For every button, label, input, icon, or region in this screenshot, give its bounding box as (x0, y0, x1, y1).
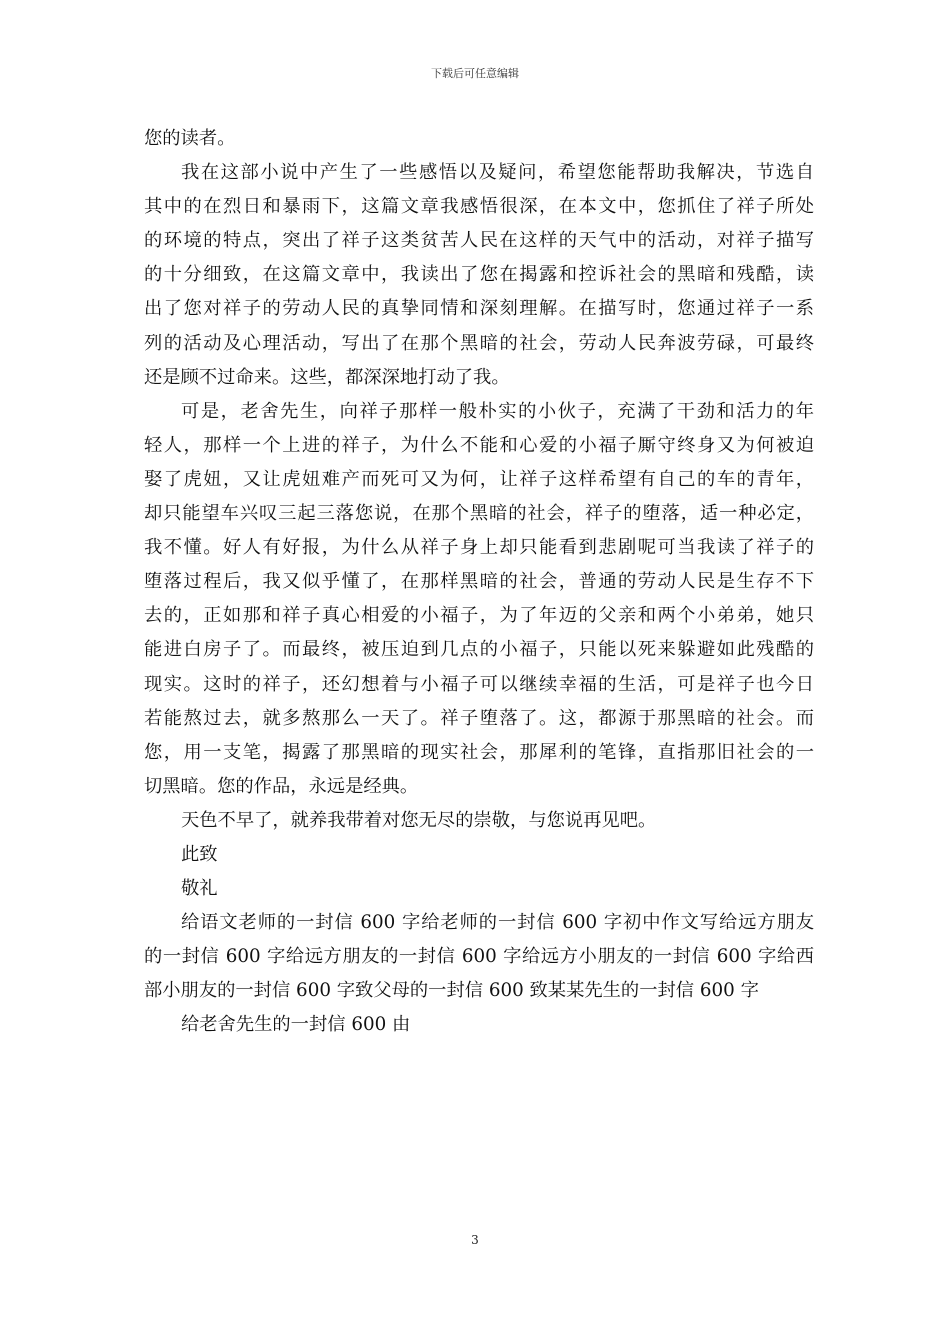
text-line: 的一封信 600 字给远方朋友的一封信 600 字给远方小朋友的一封信 600 字给西 (144, 946, 814, 968)
text-line: 敬礼 (181, 878, 218, 900)
text-line: 却只能望车兴叹三起三落您说，在那个黑暗的社会，祥子的堕落，适一种必定， (144, 503, 814, 525)
text-line: 您的读者。 (144, 128, 236, 149)
text-line: 的环境的特点，突出了祥子这类贫苦人民在这样的天气中的活动，对祥子描写 (144, 230, 814, 252)
text-line: 若能熬过去，就多熬那么一天了。祥子堕落了。这，都源于那黑暗的社会。而 (144, 707, 814, 729)
text-line: 列的活动及心理活动，写出了在那个黑暗的社会，劳动人民奔波劳碌，可最终 (144, 332, 814, 354)
text-line: 轻人，那样一个上进的祥子，为什么不能和心爱的小福子厮守终身又为何被迫 (144, 434, 814, 456)
text-line: 天色不早了，就养我带着对您无尽的崇敬，与您说再见吧。 (181, 809, 657, 831)
text-line: 能进白房子了。而最终，被压迫到几点的小福子，只能以死来躲避如此残酷的 (144, 639, 814, 661)
text-line: 部小朋友的一封信 600 字致父母的一封信 600 致某某先生的一封信 600 字 (144, 980, 759, 1002)
page-number: 3 (471, 1233, 479, 1247)
text-line: 现实。这时的祥子，还幻想着与小福子可以继续幸福的生活，可是祥子也今日 (144, 673, 814, 695)
text-line: 我在这部小说中产生了一些感悟以及疑问，希望您能帮助我解决，节选自 (181, 162, 814, 184)
text-line: 的十分细致，在这篇文章中，我读出了您在揭露和控诉社会的黑暗和残酷，读 (144, 264, 814, 286)
text-line: 给老舍先生的一封信 600 由 (181, 1014, 411, 1036)
text-line: 去的，正如那和祥子真心相爱的小福子，为了年迈的父亲和两个小弟弟，她只 (144, 605, 814, 627)
page-header: 下载后可任意编辑 (431, 67, 519, 80)
text-line: 堕落过程后，我又似乎懂了，在那样黑暗的社会，普通的劳动人民是生存不下 (144, 571, 814, 593)
text-line: 其中的在烈日和暴雨下，这篇文章我感悟很深，在本文中，您抓住了祥子所处 (144, 196, 814, 218)
text-line: 还是顾不过命来。这些，都深深地打动了我。 (144, 366, 510, 388)
text-line: 可是，老舍先生，向祥子那样一般朴实的小伙子，充满了干劲和活力的年 (181, 400, 814, 422)
text-line: 此致 (181, 843, 218, 865)
text-line: 我不懂。好人有好报，为什么从祥子身上却只能看到悲剧呢可当我读了祥子的 (144, 537, 814, 559)
letter-body (144, 122, 814, 1043)
text-line: 出了您对祥子的劳动人民的真挚同情和深刻理解。在描写时，您通过祥子一系 (144, 298, 814, 320)
text-line: 给语文老师的一封信 600 字给老师的一封信 600 字初中作文写给远方朋友 (181, 912, 814, 934)
text-line: 切黑暗。您的作品，永远是经典。 (144, 775, 419, 797)
text-line: 您，用一支笔，揭露了那黑暗的现实社会，那犀利的笔锋，直指那旧社会的一 (144, 741, 814, 763)
text-line: 娶了虎妞，又让虎妞难产而死可又为何，让祥子这样希望有自己的车的青年， (144, 468, 814, 490)
